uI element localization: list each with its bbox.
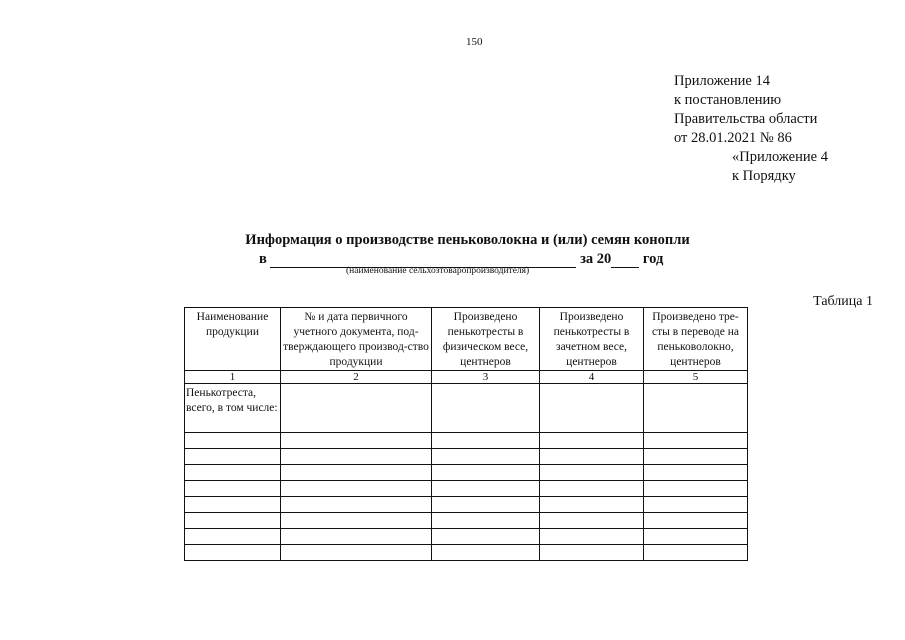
column-number: 4 bbox=[540, 371, 644, 384]
year-blank bbox=[611, 253, 639, 268]
table-cell bbox=[644, 433, 748, 449]
header-cell: Произведено пенькотресты в зачетном весе, центнеров bbox=[540, 308, 644, 371]
appendix-line: от 28.01.2021 № 86 bbox=[674, 130, 792, 146]
header-cell: № и дата первичного учетного документа, под-тверждающего производ-ство продукции bbox=[281, 308, 432, 371]
appendix-nested-line: к Порядку bbox=[732, 168, 796, 184]
table-row bbox=[185, 529, 748, 545]
table-cell bbox=[432, 529, 540, 545]
appendix-block bbox=[674, 72, 828, 186]
table-cell bbox=[644, 497, 748, 513]
table-row bbox=[185, 513, 748, 529]
table-cell bbox=[185, 449, 281, 465]
appendix-line: к постановлению bbox=[674, 92, 782, 108]
table-cell bbox=[644, 465, 748, 481]
table-cell bbox=[540, 513, 644, 529]
appendix-line: Приложение 14 bbox=[674, 73, 770, 89]
table-row bbox=[185, 449, 748, 465]
header-cell: Наименование продукции bbox=[185, 308, 281, 371]
table-row bbox=[185, 481, 748, 497]
table-cell bbox=[540, 433, 644, 449]
table-label: Таблица 1 bbox=[813, 294, 873, 309]
header-cell: Произведено тре-сты в переводе на пеньковолокно, центнеров bbox=[644, 308, 748, 371]
table-cell bbox=[281, 497, 432, 513]
table-cell bbox=[540, 545, 644, 561]
page-number: 150 bbox=[466, 36, 483, 48]
table-cell bbox=[432, 513, 540, 529]
table-cell bbox=[281, 481, 432, 497]
table-cell bbox=[432, 433, 540, 449]
header-cell: Произведено пенькотресты в физическом весе, центнеров bbox=[432, 308, 540, 371]
table-cell bbox=[432, 449, 540, 465]
table-cell bbox=[281, 433, 432, 449]
table-cell bbox=[540, 481, 644, 497]
table-cell bbox=[281, 513, 432, 529]
table-cell bbox=[185, 513, 281, 529]
table-row bbox=[185, 545, 748, 561]
table-cell bbox=[540, 384, 644, 433]
table-cell bbox=[540, 465, 644, 481]
column-number: 3 bbox=[432, 371, 540, 384]
table-cell bbox=[185, 545, 281, 561]
table-cell bbox=[281, 384, 432, 433]
product-name-cell: Пенькотреста, всего, в том числе: bbox=[185, 384, 281, 433]
table-cell bbox=[185, 529, 281, 545]
column-number: 5 bbox=[644, 371, 748, 384]
table-row bbox=[185, 497, 748, 513]
table-cell bbox=[185, 465, 281, 481]
table-cell bbox=[432, 384, 540, 433]
table-row bbox=[185, 465, 748, 481]
table-cell bbox=[644, 481, 748, 497]
column-number-row bbox=[185, 371, 748, 384]
producer-caption: (наименование сельхозтоваропроизводителя) bbox=[346, 266, 530, 276]
table-cell bbox=[432, 545, 540, 561]
table-cell bbox=[644, 513, 748, 529]
table-cell bbox=[281, 465, 432, 481]
table-row bbox=[185, 384, 748, 433]
producer-line-suffix: год bbox=[642, 251, 664, 267]
table-cell bbox=[432, 465, 540, 481]
table-cell bbox=[281, 449, 432, 465]
table-cell bbox=[540, 529, 644, 545]
table-cell bbox=[185, 481, 281, 497]
table-cell bbox=[281, 529, 432, 545]
table-cell bbox=[644, 529, 748, 545]
table-header-row bbox=[185, 308, 748, 371]
table-cell bbox=[644, 449, 748, 465]
table-cell bbox=[432, 481, 540, 497]
table-cell bbox=[432, 497, 540, 513]
table-cell bbox=[540, 497, 644, 513]
table-cell bbox=[644, 384, 748, 433]
table-cell bbox=[185, 433, 281, 449]
column-number: 2 bbox=[281, 371, 432, 384]
table-cell bbox=[185, 497, 281, 513]
table-row bbox=[185, 433, 748, 449]
production-table bbox=[184, 307, 748, 561]
appendix-line: Правительства области bbox=[674, 111, 818, 127]
document-title: Информация о производстве пеньковолокна и (или) семян конопли bbox=[245, 232, 690, 248]
table-cell bbox=[644, 545, 748, 561]
appendix-nested-line: «Приложение 4 bbox=[732, 149, 828, 165]
column-number: 1 bbox=[185, 371, 281, 384]
table-cell bbox=[281, 545, 432, 561]
table-cell bbox=[540, 449, 644, 465]
producer-line-middle: за 20 bbox=[580, 251, 612, 267]
producer-line-prefix: в bbox=[259, 251, 267, 267]
